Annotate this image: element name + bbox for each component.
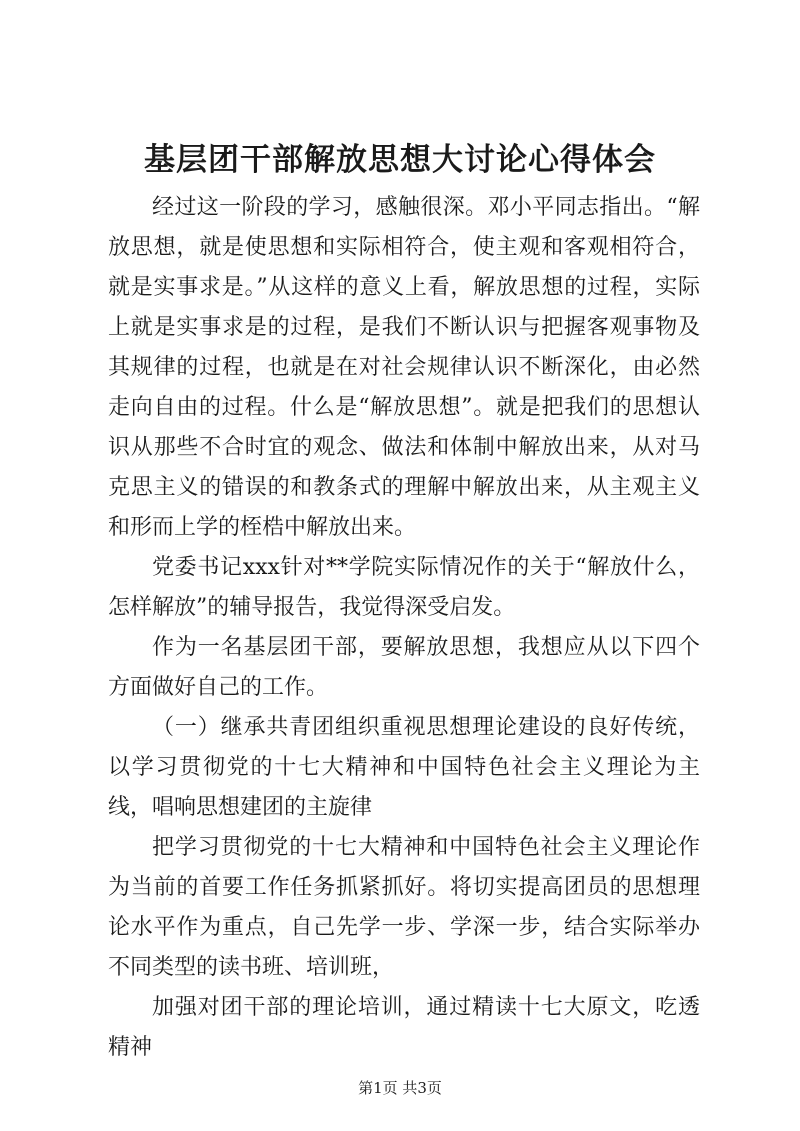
- document-title: 基层团干部解放思想大讨论心得体会: [144, 142, 656, 178]
- document-body: [108, 188, 700, 1068]
- section-heading-1: （一）继承共青团组织重视思想理论建设的良好传统，以学习贯彻党的十七大精神和中国特色社会主义理论为主线，唱响思想建团的主旋律: [108, 715, 700, 820]
- paragraph-1: 经过这一阶段的学习，感触很深。邓小平同志指出。“解放思想，就是使思想和实际相符合，使主观和客观相符合，就是实事求是。”从这样的意义上看，解放思想的过程，实际上就是实事求是的过程，是我们不断认识与把握客观事物及其规律的过程，也就是在对社会规律认识不断深化，由必然走向自由的过程。什么是“解放思想”。就是把我们的思想认识从那些不合时宜的观念、做法和体制中解放出来，从对马克思主义的错误的和教条式的理解中解放出来，从主观主义和形而上学的桎梏中解放出来。: [108, 195, 700, 540]
- paragraph-3: 作为一名基层团干部，要解放思想，我想应从以下四个方面做好自己的工作。: [108, 635, 700, 700]
- page-number-footer: 第1页 共3页: [358, 1079, 442, 1097]
- paragraph-5: 加强对团干部的理论培训，通过精读十七大原文，吃透精神: [108, 995, 700, 1060]
- paragraph-2: 党委书记xxx针对**学院实际情况作的关于“解放什么，怎样解放”的辅导报告，我觉得深受启发。: [108, 555, 700, 620]
- paragraph-4: 把学习贯彻党的十七大精神和中国特色社会主义理论作为当前的首要工作任务抓紧抓好。将切实提高团员的思想理论水平作为重点，自己先学一步、学深一步，结合实际举办不同类型的读书班、培训班，: [108, 835, 700, 980]
